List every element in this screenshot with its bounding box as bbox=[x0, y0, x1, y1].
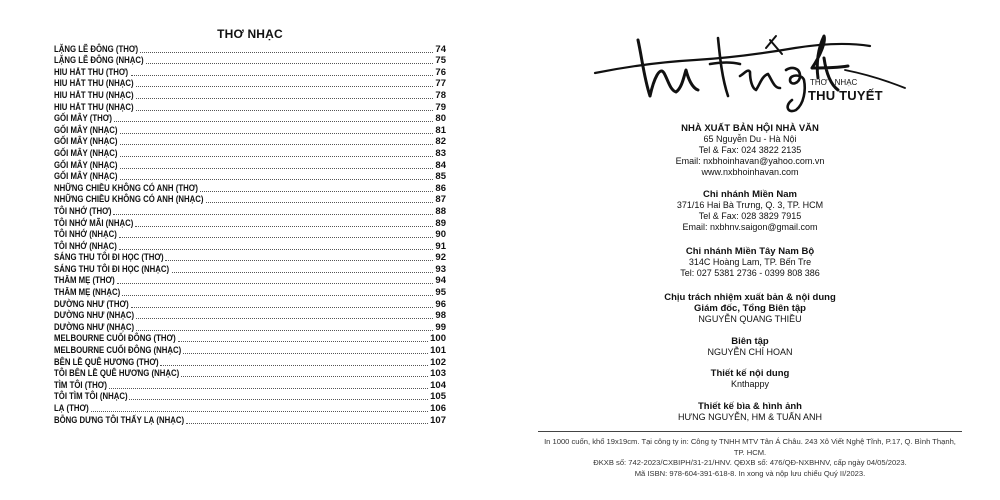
editor-block bbox=[500, 336, 1000, 358]
south-branch-block bbox=[500, 189, 1000, 233]
toc-entry-title: TÔI BÊN LỀ QUÊ HƯƠNG (NHẠC) bbox=[54, 368, 180, 380]
southwest-branch-block bbox=[500, 246, 1000, 279]
toc-entry bbox=[54, 55, 446, 67]
toc-entry-title: SÁNG THU TÔI ĐI HỌC (NHẠC) bbox=[54, 263, 170, 275]
toc-entry-page: 80 bbox=[435, 113, 446, 125]
toc-dot-leader bbox=[186, 422, 428, 424]
toc-dot-leader bbox=[172, 271, 434, 273]
south-branch-name: Chi nhánh Miền Nam bbox=[703, 189, 797, 200]
imprint-line: ĐKXB số: 742-2023/CXBIPH/31-21/HNV. QĐXB số: 476/QĐ-NXBHNV, cấp ngày 04/05/2023. bbox=[593, 458, 907, 467]
toc-entry bbox=[54, 66, 446, 78]
toc-dot-leader bbox=[120, 143, 434, 145]
toc-entry bbox=[54, 229, 446, 241]
publisher-name: NHÀ XUẤT BẢN HỘI NHÀ VĂN bbox=[681, 123, 819, 134]
publisher-address: 65 Nguyễn Du - Hà Nội bbox=[703, 134, 797, 144]
toc-entry-title: GỐI MÂY (NHẠC) bbox=[54, 124, 118, 136]
toc-entry-page: 107 bbox=[430, 414, 446, 426]
toc-entry-title: LẠ (THƠ) bbox=[54, 403, 89, 414]
toc-entry bbox=[54, 298, 446, 310]
toc-entry bbox=[54, 43, 446, 55]
toc-entry-title: GỐI MÂY (NHẠC) bbox=[54, 136, 118, 148]
toc-entry-page: 91 bbox=[435, 240, 446, 252]
toc-dot-leader bbox=[183, 352, 428, 354]
toc-entry-title: THĂM MẸ (NHẠC) bbox=[54, 287, 121, 299]
toc-entry-page: 89 bbox=[435, 217, 446, 229]
publisher-website: www.nxbhoinhavan.com bbox=[701, 167, 799, 177]
toc-heading: THƠ NHẠC bbox=[217, 27, 283, 41]
editor-label: Biên tập bbox=[731, 336, 769, 347]
toc-entry-title: HIU HẮT THU (NHẠC) bbox=[54, 101, 134, 113]
responsibility-name: NGUYỄN QUANG THIỀU bbox=[698, 314, 802, 324]
toc-entry bbox=[54, 205, 446, 217]
south-branch-address: 371/16 Hai Bà Trưng, Q. 3, TP. HCM bbox=[676, 200, 824, 210]
toc-entry-page: 104 bbox=[430, 379, 446, 391]
toc-entry-page: 79 bbox=[435, 101, 446, 113]
genre-label: THƠ - NHẠC bbox=[810, 78, 858, 87]
toc-dot-leader bbox=[146, 62, 434, 64]
toc-dot-leader bbox=[178, 340, 428, 342]
toc-entry-title: MELBOURNE CUỐI ĐÔNG (NHẠC) bbox=[54, 345, 182, 357]
toc-entry bbox=[54, 252, 446, 264]
toc-dot-leader bbox=[181, 375, 428, 377]
toc-dot-leader bbox=[120, 167, 434, 169]
toc-entry bbox=[54, 333, 446, 345]
responsibility-label: Chịu trách nhiệm xuất bản & nội dung bbox=[664, 292, 836, 303]
toc-entry bbox=[54, 147, 446, 159]
toc-dot-leader bbox=[136, 85, 434, 87]
toc-entry bbox=[54, 344, 446, 356]
toc-entry bbox=[54, 194, 446, 206]
toc-dot-leader bbox=[109, 387, 429, 389]
toc-entry-page: 106 bbox=[430, 403, 446, 414]
toc-entry-page: 85 bbox=[435, 171, 446, 183]
southwest-branch-address: 314C Hoàng Lam, TP. Bến Tre bbox=[688, 257, 812, 267]
responsibility-role: Giám đốc, Tổng Biên tập bbox=[694, 303, 806, 314]
toc-entry-page: 99 bbox=[435, 321, 446, 333]
toc-entry bbox=[54, 402, 446, 414]
toc-entry-page: 78 bbox=[435, 89, 446, 101]
toc-dot-leader bbox=[119, 248, 434, 250]
toc-dot-leader bbox=[136, 97, 434, 99]
author-name: THU TUYẾT bbox=[808, 88, 883, 103]
toc-entry-page: 88 bbox=[435, 205, 446, 217]
toc-entry-title: TÌM TÔI (THƠ) bbox=[54, 379, 107, 391]
editor-name: NGUYỄN CHÍ HOAN bbox=[707, 347, 793, 357]
toc-entry-page: 93 bbox=[435, 263, 446, 275]
toc-entry-title: BỖNG DƯNG TÔI THẤY LẠ (NHẠC) bbox=[54, 414, 185, 426]
southwest-branch-name: Chi nhánh Miền Tây Nam Bộ bbox=[685, 246, 815, 257]
toc-entry-page: 90 bbox=[435, 229, 446, 241]
toc-entry-page: 92 bbox=[435, 252, 446, 264]
toc-entry bbox=[54, 310, 446, 322]
toc-entry-title: GỐI MÂY (NHẠC) bbox=[54, 171, 118, 183]
cover-design-name: HƯNG NGUYỄN, HM & TUẤN ANH bbox=[677, 412, 823, 422]
toc-entry-page: 75 bbox=[435, 55, 446, 67]
toc-entry-title: LẶNG LẼ ĐÔNG (THƠ) bbox=[54, 43, 139, 55]
cover-design-block bbox=[500, 401, 1000, 423]
toc-entry bbox=[54, 368, 446, 380]
toc-entry-page: 74 bbox=[435, 43, 446, 55]
toc-entry-title: NHỮNG CHIỀU KHÔNG CÓ ANH (NHẠC) bbox=[54, 194, 204, 206]
colophon-page bbox=[500, 0, 1000, 500]
toc-entry bbox=[54, 275, 446, 287]
toc-entry-page: 103 bbox=[430, 368, 446, 380]
toc-entry-page: 100 bbox=[430, 333, 446, 345]
toc-entry-title: MELBOURNE CUỐI ĐÔNG (THƠ) bbox=[54, 333, 176, 345]
toc-entry-title: SÁNG THU TÔI ĐI HỌC (THƠ) bbox=[54, 252, 164, 264]
south-branch-phone: Tel & Fax: 028 3829 7915 bbox=[698, 211, 802, 221]
toc-entry bbox=[54, 159, 446, 171]
toc-entry-page: 86 bbox=[435, 182, 446, 194]
toc-entry-page: 77 bbox=[435, 78, 446, 90]
toc-entry-title: GỐI MÂY (NHẠC) bbox=[54, 147, 118, 159]
toc-entry bbox=[54, 78, 446, 90]
toc-entry bbox=[54, 286, 446, 298]
toc-entry-title: GỐI MÂY (THƠ) bbox=[54, 113, 113, 125]
toc-entry-title: TÔI NHỚ (NHẠC) bbox=[54, 240, 117, 252]
cover-design-label: Thiết kế bìa & hình ảnh bbox=[698, 401, 802, 412]
toc-dot-leader bbox=[136, 329, 434, 331]
toc-entry-title: TÔI TÌM TÔI (NHẠC) bbox=[54, 391, 128, 403]
toc-entry bbox=[54, 113, 446, 125]
signature-logo bbox=[590, 18, 910, 118]
toc-dot-leader bbox=[120, 155, 434, 157]
south-branch-email: Email: nxbhnv.saigon@gmail.com bbox=[682, 222, 818, 232]
toc-entry bbox=[54, 136, 446, 148]
toc-entry-page: 98 bbox=[435, 310, 446, 322]
toc-dot-leader bbox=[119, 236, 434, 238]
toc-dot-leader bbox=[136, 317, 434, 319]
toc-entry-page: 95 bbox=[435, 287, 446, 299]
toc-entry-page: 83 bbox=[435, 147, 446, 159]
toc-entry bbox=[54, 263, 446, 275]
toc-dot-leader bbox=[200, 190, 434, 192]
toc-entry-title: LẶNG LẼ ĐÔNG (NHẠC) bbox=[54, 55, 144, 67]
toc-entry-title: BÊN LỀ QUÊ HƯƠNG (THƠ) bbox=[54, 356, 159, 368]
toc-entry-title: HIU HẮT THU (THƠ) bbox=[54, 66, 129, 78]
toc-dot-leader bbox=[129, 398, 428, 400]
toc-entry-title: DƯỜNG NHƯ (NHẠC) bbox=[54, 321, 135, 333]
toc-entry-page: 82 bbox=[435, 136, 446, 148]
publisher-phone: Tel & Fax: 024 3822 2135 bbox=[698, 145, 802, 155]
toc-dot-leader bbox=[135, 225, 433, 227]
toc-entry-page: 101 bbox=[430, 345, 446, 357]
toc-dot-leader bbox=[114, 120, 434, 122]
toc-dot-leader bbox=[206, 201, 434, 203]
toc-entry-page: 105 bbox=[430, 391, 446, 403]
layout-design-block bbox=[500, 368, 1000, 390]
toc-dot-leader bbox=[140, 51, 434, 53]
imprint-line: Mã ISBN: 978-604-391-618-8. In xong và nộp lưu chiểu Quý II/2023. bbox=[634, 468, 866, 478]
toc-entry-title: DƯỜNG NHƯ (THƠ) bbox=[54, 298, 129, 310]
toc-dot-leader bbox=[131, 74, 434, 76]
toc-entry bbox=[54, 89, 446, 101]
toc-dot-leader bbox=[120, 178, 434, 180]
toc-dot-leader bbox=[117, 282, 434, 284]
toc-entry-title: TÔI NHỚ (THƠ) bbox=[54, 205, 112, 217]
layout-design-name: Knthappy bbox=[730, 379, 770, 389]
toc-entry-page: 84 bbox=[435, 159, 446, 171]
toc-entry-page: 96 bbox=[435, 298, 446, 310]
toc-entry bbox=[54, 240, 446, 252]
toc-dot-leader bbox=[91, 410, 428, 412]
toc-dot-leader bbox=[113, 213, 433, 215]
toc-entry-title: HIU HẮT THU (NHẠC) bbox=[54, 78, 134, 90]
toc-entry bbox=[54, 356, 446, 368]
toc-entry-page: 81 bbox=[435, 124, 446, 136]
toc-entry bbox=[54, 321, 446, 333]
southwest-branch-phone: Tel: 027 5381 2736 - 0399 808 386 bbox=[680, 268, 820, 278]
imprint-divider bbox=[538, 431, 962, 432]
responsibility-block bbox=[500, 292, 1000, 325]
toc-entry-title: THĂM MẸ (THƠ) bbox=[54, 275, 115, 287]
toc-dot-leader bbox=[131, 306, 434, 308]
toc-entry bbox=[54, 391, 446, 403]
toc-entry bbox=[54, 101, 446, 113]
toc-entry-title: DƯỜNG NHƯ (NHẠC) bbox=[54, 310, 135, 322]
toc-entry-title: GỐI MÂY (NHẠC) bbox=[54, 159, 118, 171]
toc-entry bbox=[54, 171, 446, 183]
toc-entry-title: TÔI NHỚ (NHẠC) bbox=[54, 229, 117, 241]
toc-dot-leader bbox=[120, 132, 434, 134]
toc-dot-leader bbox=[160, 364, 428, 366]
toc-entry-page: 76 bbox=[435, 66, 446, 78]
publisher-block bbox=[500, 123, 1000, 178]
toc-entry-page: 87 bbox=[435, 194, 446, 206]
toc-dot-leader bbox=[165, 259, 433, 261]
toc-dot-leader bbox=[122, 294, 433, 296]
toc-dot-leader bbox=[136, 109, 434, 111]
toc-entry-title: TÔI NHỚ MÃI (NHẠC) bbox=[54, 217, 134, 229]
toc-entry bbox=[54, 182, 446, 194]
layout-design-label: Thiết kế nội dung bbox=[710, 368, 790, 379]
toc-entry bbox=[54, 124, 446, 136]
publisher-email: Email: nxbhoinhavan@yahoo.com.vn bbox=[675, 156, 825, 166]
toc-entry-title: HIU HẮT THU (NHẠC) bbox=[54, 89, 134, 101]
toc-entry-page: 102 bbox=[430, 356, 446, 368]
toc-entry-title: NHỮNG CHIỀU KHÔNG CÓ ANH (THƠ) bbox=[54, 182, 198, 194]
toc-entry-page: 94 bbox=[435, 275, 446, 287]
imprint-block bbox=[540, 437, 960, 479]
toc-entry bbox=[54, 217, 446, 229]
toc-list bbox=[54, 43, 446, 426]
imprint-line: In 1000 cuốn, khổ 19x19cm. Tại công ty in: Công ty TNHH MTV Tân Á Châu. 243 Xô Viết Nghệ Tĩnh, P.17, Q. Bình Thạnh, TP. HCM. bbox=[544, 437, 956, 457]
toc-entry bbox=[54, 414, 446, 426]
toc-entry bbox=[54, 379, 446, 391]
